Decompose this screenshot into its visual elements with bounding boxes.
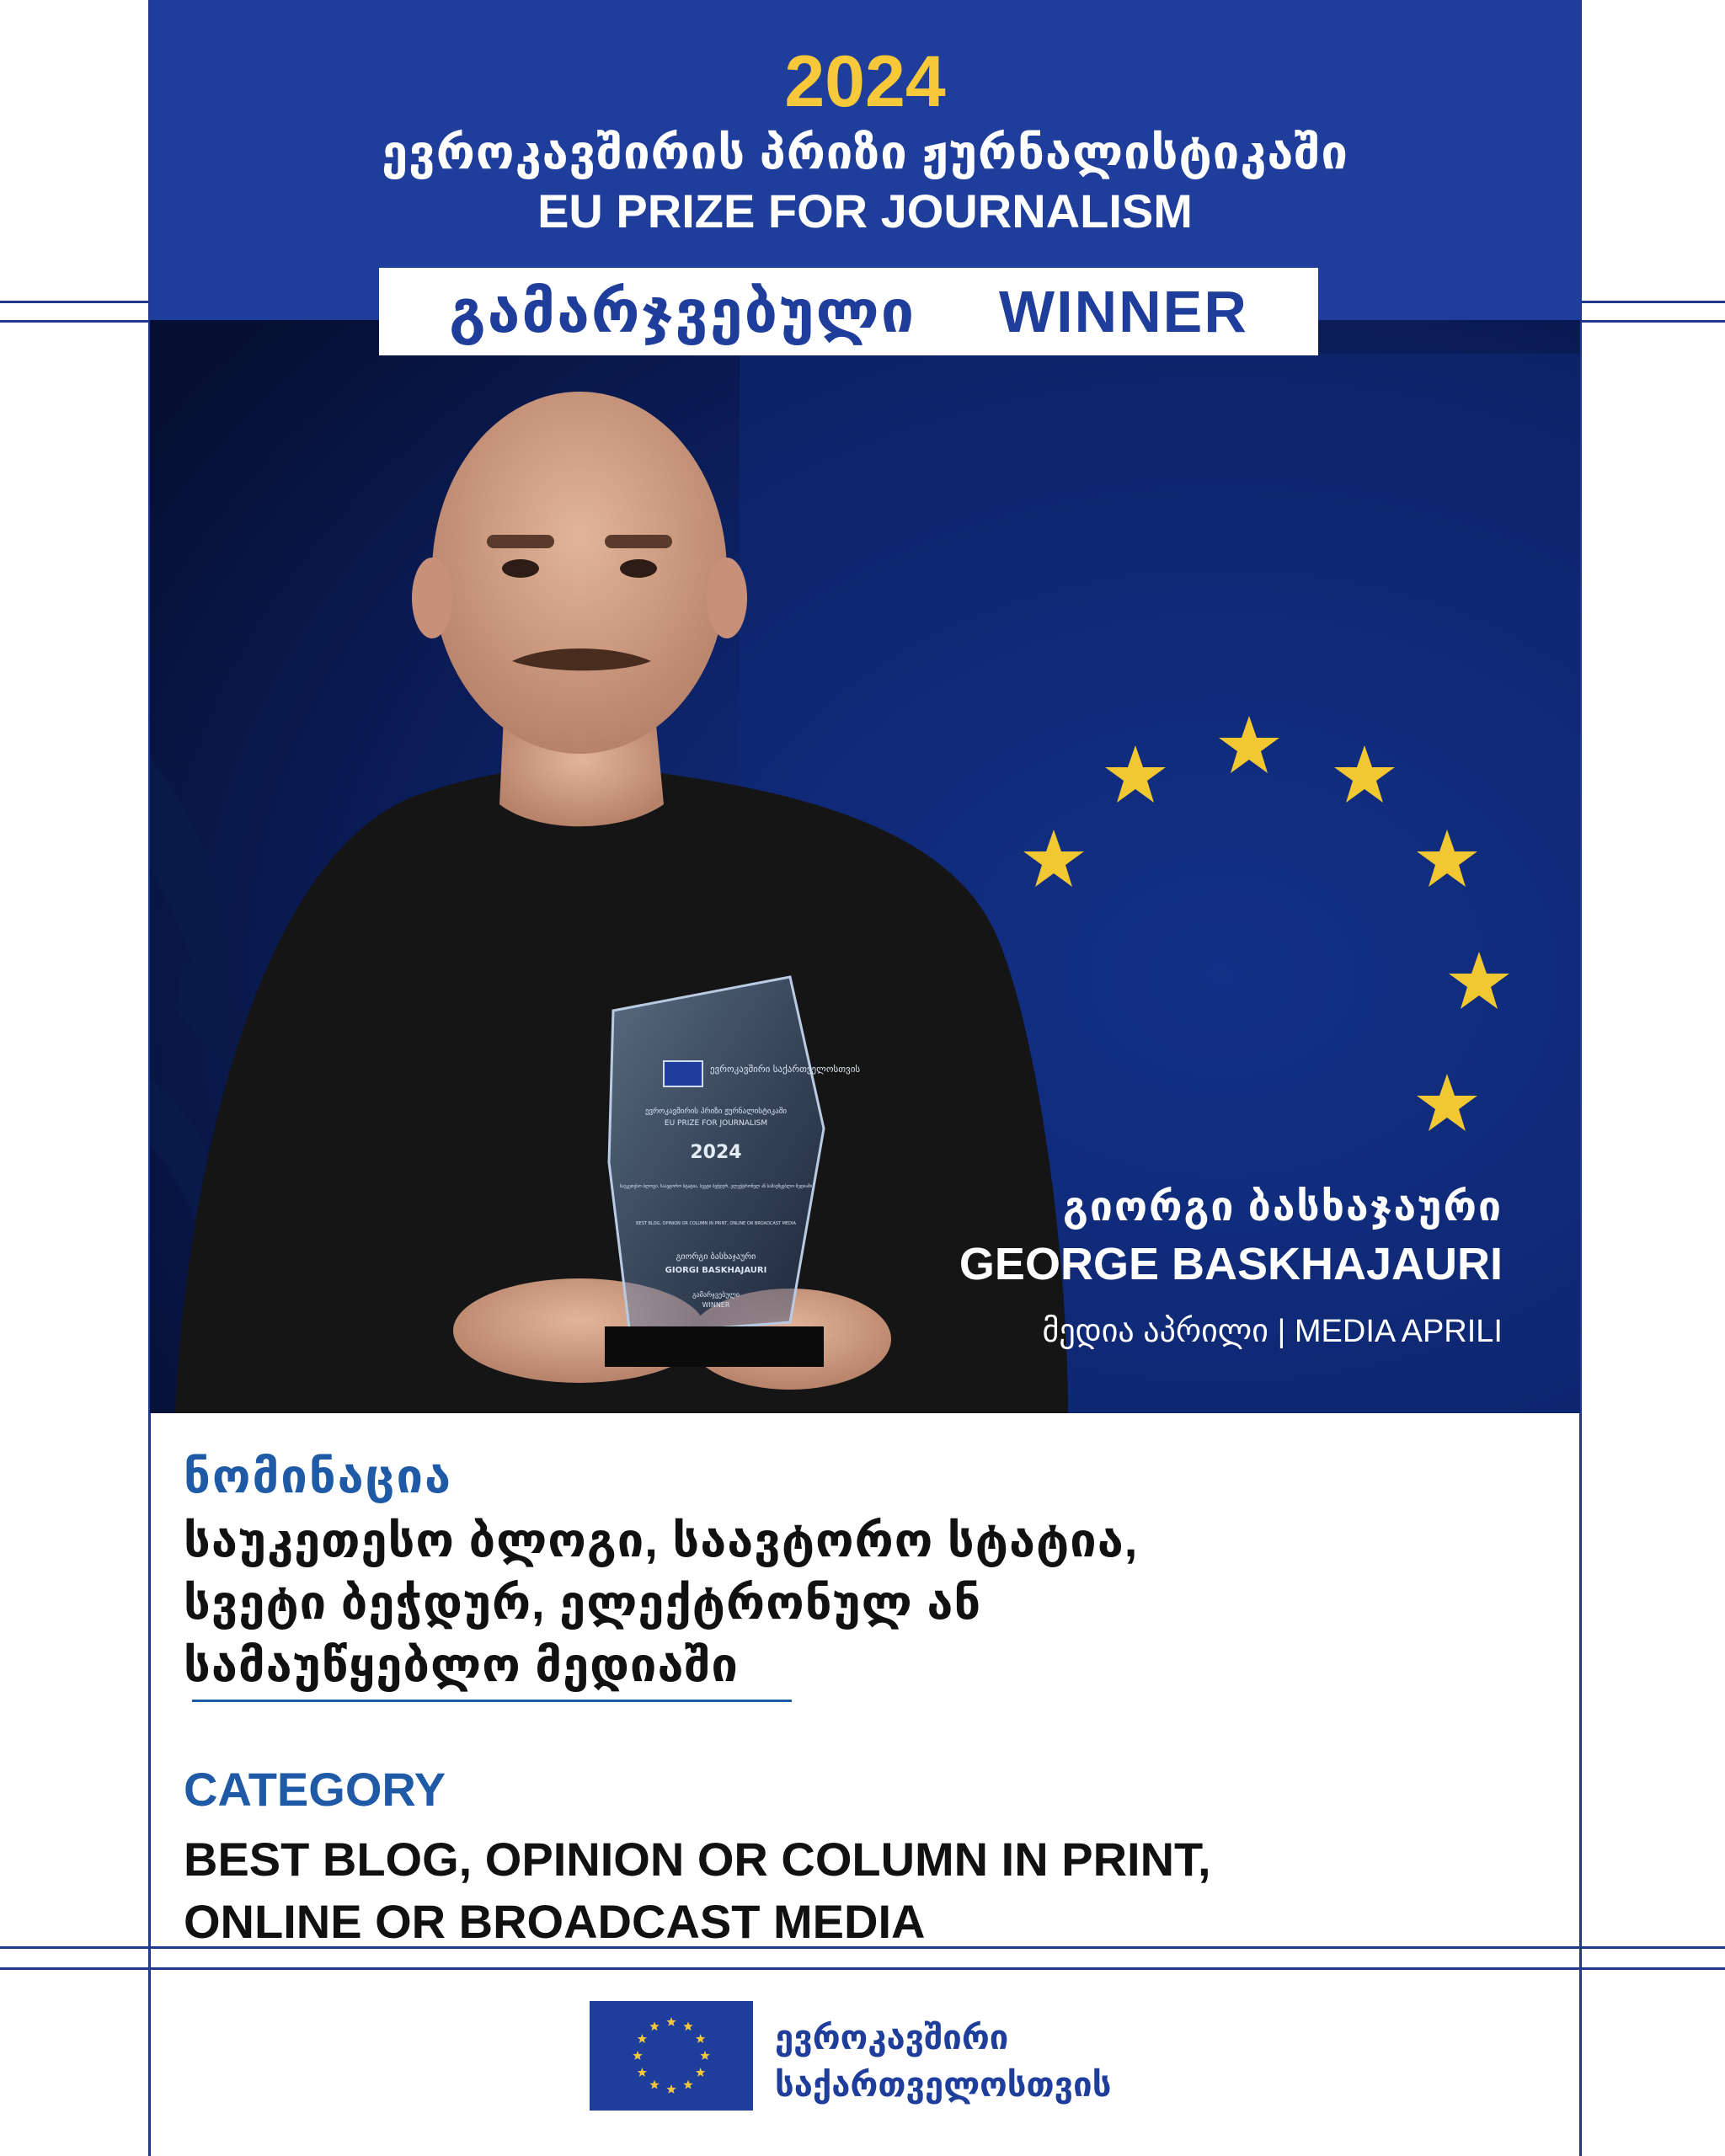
trophy-category-ka: საუკეთესო ბლოგი, საავტორო სტატია, სვეტი ბეჭდურ, ელექტრონულ ან სამაუწყებლო მედიაში <box>619 1184 813 1189</box>
star-icon <box>700 2051 709 2060</box>
media-outlet: მედია აპრილი | MEDIA APRILI <box>1042 1314 1503 1349</box>
category-line-1: BEST BLOG, OPINION OR COLUMN IN PRINT, <box>184 1833 1211 1886</box>
nomination-line-2: სვეტი ბეჭდურ, ელექტრონულ ან <box>184 1576 982 1629</box>
nomination-line-3: სამაუწყებლო მედიაში <box>184 1638 739 1691</box>
star-icon <box>638 2068 647 2077</box>
star-icon <box>666 2084 676 2094</box>
head <box>432 392 727 754</box>
category-line-2: ONLINE OR BROADCAST MEDIA <box>184 1895 926 1948</box>
trophy-winner-en: WINNER <box>702 1301 730 1309</box>
footer-logo-line-2: საქართველოსთვის <box>775 2067 1112 2104</box>
trophy-name-ka: გიორგი ბასხაჯაური <box>676 1252 756 1262</box>
title-georgian: ევროკავშირის პრიზი ჟურნალისტიკაში <box>382 125 1348 179</box>
star-icon <box>696 2034 705 2043</box>
footer-logo-line-1: ევროკავშირი <box>775 2020 1009 2057</box>
star-icon <box>696 2068 705 2077</box>
nomination-line-1: საუკეთესო ბლოგი, საავტორო სტატია, <box>184 1513 1139 1566</box>
category-heading: CATEGORY <box>184 1763 446 1816</box>
footer-logo-text <box>775 2015 1111 2109</box>
star-icon <box>649 2080 659 2089</box>
trophy-base <box>605 1326 824 1367</box>
winner-badge <box>379 268 1318 355</box>
star-icon <box>633 2051 642 2060</box>
star-icon <box>683 2021 692 2031</box>
star-icon <box>683 2080 692 2089</box>
star-icon <box>649 2021 659 2031</box>
trophy-year: 2024 <box>690 1142 742 1163</box>
trophy-name-en: GIORGI BASKHAJAURI <box>665 1266 767 1275</box>
section-divider <box>192 1700 792 1702</box>
winner-photo <box>150 320 1580 1413</box>
year-label: 2024 <box>784 41 946 122</box>
winner-name-english: GEORGE BASKHAJAURI <box>959 1239 1503 1289</box>
title-english: EU PRIZE FOR JOURNALISM <box>537 184 1193 237</box>
star-icon <box>666 2017 676 2026</box>
trophy-category-en: BEST BLOG, OPINION OR COLUMN IN PRINT, ONLINE OR BROADCAST MEDIA <box>636 1221 796 1226</box>
trophy-winner-ka: გამარჯვებული <box>692 1291 740 1299</box>
trophy-prize-ka: ევროკავშირის პრიზი ჟურნალისტიკაში <box>644 1107 788 1116</box>
trophy-prize-en: EU PRIZE FOR JOURNALISM <box>664 1119 768 1128</box>
trophy-org: ევროკავშირი საქართველოსთვის <box>710 1064 861 1075</box>
winner-name-georgian: გიორგი ბასხაჯაური <box>1063 1185 1503 1230</box>
star-icon <box>638 2034 647 2043</box>
eu-flag-icon <box>590 2001 753 2111</box>
winner-label-english: WINNER <box>999 279 1248 344</box>
winner-label-georgian: გამარჯვებული <box>449 279 916 344</box>
frame-line-bottom-2 <box>0 1967 1725 1970</box>
nomination-heading: ნომინაცია <box>184 1449 453 1502</box>
eu-flag-icon <box>664 1061 702 1086</box>
